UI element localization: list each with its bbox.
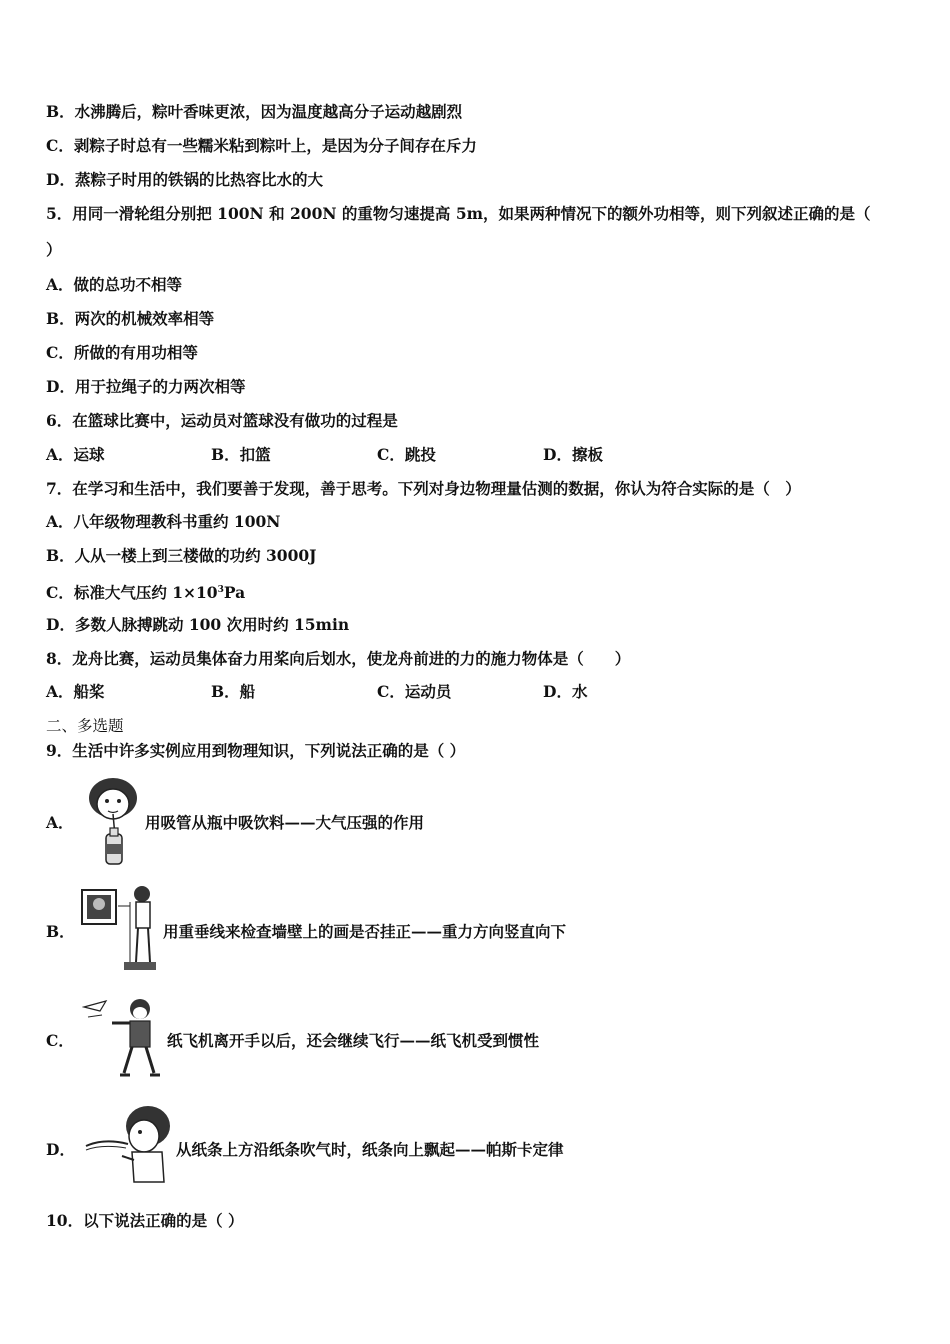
q9-option-c-label: C．	[46, 1031, 74, 1050]
boy-paper-plane-illustration	[82, 995, 166, 1083]
q7-option-c-unit: Pa	[223, 583, 246, 603]
q9-option-b-text: 用重垂线来检查墙壁上的画是否挂正——重力方向竖直向下	[163, 922, 567, 941]
q6-stem: 6．在篮球比赛中，运动员对篮球没有做功的过程是	[46, 411, 398, 430]
q8-option-c: C．运动员	[377, 682, 452, 701]
q5-stem-line1: 5．用同一滑轮组分别把 100N 和 200N 的重物匀速提高 5m，如果两种情况下的额外功相等，则下列叙述正确的是（	[46, 204, 871, 223]
q9-option-a-label: A．	[46, 813, 74, 832]
q5-option-c: C．所做的有用功相等	[46, 343, 198, 362]
q6-option-b: B．扣篮	[211, 445, 271, 464]
q9-option-b-label: B．	[46, 922, 75, 941]
q4-option-b: B．水沸腾后，粽叶香味更浓，因为温度越高分子运动越剧烈	[46, 102, 463, 121]
boy-blowing-paper-strip-illustration	[82, 1102, 176, 1190]
plumb-line-picture-illustration	[80, 882, 160, 976]
girl-drinking-straw-illustration	[82, 776, 144, 868]
q9-option-d-label: D．	[46, 1140, 75, 1159]
q7-option-c	[46, 580, 245, 603]
q7-option-a: A．八年级物理教科书重约 100N	[46, 512, 281, 531]
q7-option-c-exponent: 3	[217, 585, 224, 595]
q5-option-d: D．用于拉绳子的力两次相等	[46, 377, 246, 396]
q7-stem: 7．在学习和生活中，我们要善于发现，善于思考。下列对身边物理量估测的数据，你认为符合实际的是（ ）	[46, 479, 801, 498]
q8-option-a: A．船桨	[46, 682, 105, 701]
q9-option-c-text: 纸飞机离开手以后，还会继续飞行——纸飞机受到惯性	[167, 1031, 540, 1050]
q5-stem-line2: ）	[46, 240, 62, 259]
q4-option-d: D．蒸粽子时用的铁锅的比热容比水的大	[46, 170, 323, 189]
section-title-multiple-choice: 二、多选题	[46, 717, 124, 735]
q4-option-c: C．剥粽子时总有一些糯米粘到粽叶上，是因为分子间存在斥力	[46, 136, 477, 155]
q6-option-c: C．跳投	[377, 445, 436, 464]
q6-option-a: A．运球	[46, 445, 105, 464]
q7-option-d: D．多数人脉搏跳动 100 次用时约 15min	[46, 615, 350, 634]
q9-option-d-text: 从纸条上方沿纸条吹气时，纸条向上飘起——帕斯卡定律	[176, 1140, 564, 1159]
q5-option-a: A．做的总功不相等	[46, 275, 183, 294]
q8-stem: 8．龙舟比赛，运动员集体奋力用桨向后划水，使龙舟前进的力的施力物体是（ ）	[46, 649, 631, 668]
q5-option-b: B．两次的机械效率相等	[46, 309, 215, 328]
q7-option-b: B．人从一楼上到三楼做的功约 3000J	[46, 546, 317, 565]
q8-option-d: D．水	[543, 682, 588, 701]
q8-option-b: B．船	[211, 682, 256, 701]
q7-option-c-text: C．标准大气压约 1×10	[46, 583, 218, 603]
q6-option-d: D．擦板	[543, 445, 603, 464]
q9-stem: 9．生活中许多实例应用到物理知识，下列说法正确的是（ ）	[46, 741, 466, 760]
q9-option-a-text: 用吸管从瓶中吸饮料——大气压强的作用	[145, 813, 425, 832]
q10-stem: 10．以下说法正确的是（ ）	[46, 1211, 244, 1230]
